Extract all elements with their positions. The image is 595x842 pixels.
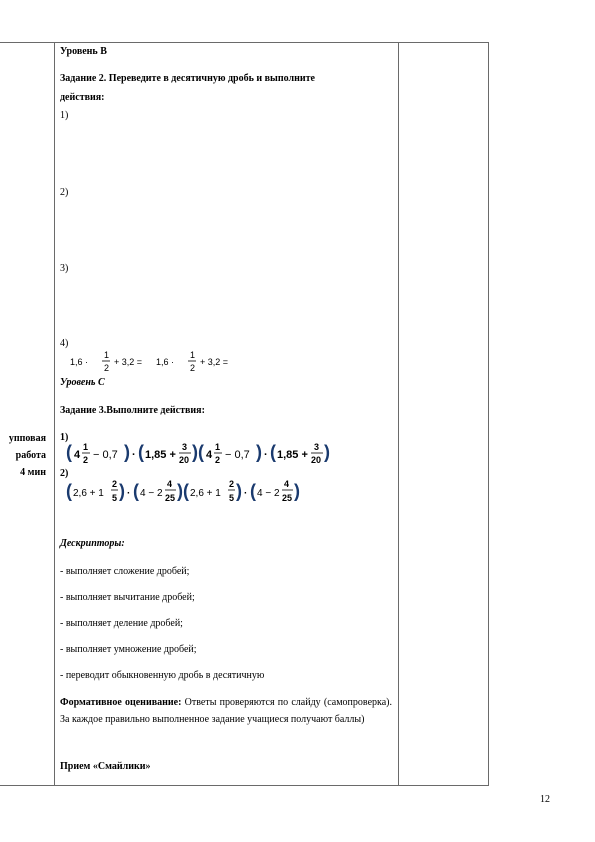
expr-c2b-f1-den: 5: [229, 493, 235, 503]
descriptor-item: - выполняет умножение дробей;: [60, 644, 197, 655]
expr4-part-a: 1,6 ·: [70, 357, 89, 367]
task3-item-1: 1): [60, 432, 69, 443]
descriptor-item: - выполняет деление дробей;: [60, 618, 183, 629]
expr-c2-f2-den: 25: [165, 493, 176, 503]
expr-c1-paren-close: ): [124, 442, 130, 462]
expr-c1-group-b: [198, 442, 330, 465]
expr-c2b-dot: ·: [244, 488, 248, 499]
descriptor-item: - выполняет сложение дробей;: [60, 566, 190, 577]
expr-c2-f1-num: 2: [112, 479, 118, 489]
level-c-title: Уровень С: [60, 377, 105, 388]
expr-c1-f2-den: 20: [179, 455, 190, 465]
group-work-label: [0, 432, 46, 479]
expr4-frac2-den: 2: [190, 363, 196, 373]
descriptor-item: - переводит обыкновенную дробь в десятичную: [60, 670, 265, 681]
expr-c1-f1-num: 1: [83, 442, 89, 452]
expr-c2-group-b: [183, 479, 300, 503]
expr-c1b-f1-den: 2: [215, 455, 221, 465]
expr-c1-dot: ·: [132, 449, 136, 461]
descriptors-title: Дескрипторы:: [60, 538, 125, 549]
expr-c1b-f2-den: 20: [311, 455, 322, 465]
task2-expression-4: [70, 348, 240, 374]
formative-assessment: [60, 694, 392, 728]
task3-item-2: 2): [60, 468, 69, 479]
expr-c2b-v1: 2,6 + 1: [190, 488, 221, 499]
expression-4-svg: [70, 348, 240, 374]
page-number: 12: [540, 794, 550, 805]
descriptor-item: - выполняет вычитание дробей;: [60, 592, 195, 603]
expr-c1-group-a: [66, 442, 198, 465]
table-border-top: [0, 42, 489, 43]
table-border-right: [488, 42, 489, 786]
expr-c2-f2-num: 4: [167, 479, 173, 489]
task2-line2: действия:: [60, 92, 105, 103]
expr-c1b-paren-open: (: [198, 442, 204, 462]
task2-item-1: 1): [60, 110, 69, 121]
expr-c2b-paren-open: (: [183, 481, 189, 501]
expr-c1b-whole: 4: [206, 449, 213, 461]
expr-c2b-f2-den: 25: [282, 493, 293, 503]
expr-c2b-v2: 4 − 2: [257, 488, 280, 499]
expr-c1-v2: 1,85 +: [145, 449, 176, 461]
expr-c1b-dot: ·: [264, 449, 268, 461]
expr4-frac1-num: 1: [104, 350, 110, 360]
formative-text: Ответы проверяются по слайду (самопроверка). За каждое правильно выполненное задание учащиеся получают баллы): [60, 697, 392, 725]
expr-c1-minus: − 0,7: [93, 449, 118, 461]
expr4-part-c: 1,6 ·: [156, 357, 175, 367]
expr-c1b-paren-close: ): [256, 442, 262, 462]
task2-line1: Задание 2. Переведите в десятичную дробь и выполните: [60, 73, 315, 84]
task3-expression-1: [66, 438, 396, 468]
expr-c2-paren-open: (: [66, 481, 72, 501]
expr-c2-paren2-close: ): [177, 481, 183, 501]
expr-c1b-minus: − 0,7: [225, 449, 250, 461]
expr-c1-whole: 4: [74, 449, 81, 461]
expr-c1b-paren2-close: ): [324, 442, 330, 462]
expression-c2-svg: [66, 478, 316, 508]
expr-c2-group-a: [66, 479, 183, 503]
expr4-part-d: + 3,2 =: [200, 357, 229, 367]
expr4-frac2-num: 1: [190, 350, 196, 360]
expr-c1b-f1-num: 1: [215, 442, 221, 452]
expr-c2b-paren2-close: ): [294, 481, 300, 501]
expr-c2-dot: ·: [127, 488, 131, 499]
task3-expression-2: [66, 478, 316, 508]
expr-c2b-paren-close: ): [236, 481, 242, 501]
task2-item-4: 4): [60, 338, 69, 349]
table-border-bottom: [0, 785, 489, 786]
expr-c2b-paren2-open: (: [250, 481, 256, 501]
task2-item-3: 3): [60, 263, 69, 274]
expr-c2-paren2-open: (: [133, 481, 139, 501]
table-border-left-col: [54, 42, 55, 786]
expr-c1-paren2-close: ): [192, 442, 198, 462]
task2-item-2: 2): [60, 187, 69, 198]
expr-c2b-f1-num: 2: [229, 479, 235, 489]
table-border-mid-col: [398, 42, 399, 786]
group-work-line2: работа: [15, 450, 46, 461]
expr-c2-f1-den: 5: [112, 493, 118, 503]
group-work-line1: упповая: [8, 433, 46, 444]
expr-c2-v1: 2,6 + 1: [73, 488, 104, 499]
level-b-title: Уровень В: [60, 46, 107, 57]
expr4-frac1-den: 2: [104, 363, 110, 373]
expr4-part-b: + 3,2 =: [114, 357, 143, 367]
group-work-line3: 4 мин: [20, 467, 46, 478]
expr-c1b-paren2-open: (: [270, 442, 276, 462]
expr-c2b-f2-num: 4: [284, 479, 290, 489]
expr-c1-f2-num: 3: [182, 442, 188, 452]
expr-c1-paren-open: (: [66, 442, 72, 462]
task3-title: Задание 3.Выполните действия:: [60, 405, 205, 416]
formative-label: Формативное оценивание:: [60, 697, 182, 708]
expression-c1-svg: [66, 438, 396, 468]
method-title: Прием «Смайлики»: [60, 761, 151, 772]
expr-c2-paren-close: ): [119, 481, 125, 501]
expr-c2-v2: 4 − 2: [140, 488, 163, 499]
expr-c1b-f2-num: 3: [314, 442, 320, 452]
expr-c1-f1-den: 2: [83, 455, 89, 465]
expr-c1b-v2: 1,85 +: [277, 449, 308, 461]
expr-c1-paren2-open: (: [138, 442, 144, 462]
